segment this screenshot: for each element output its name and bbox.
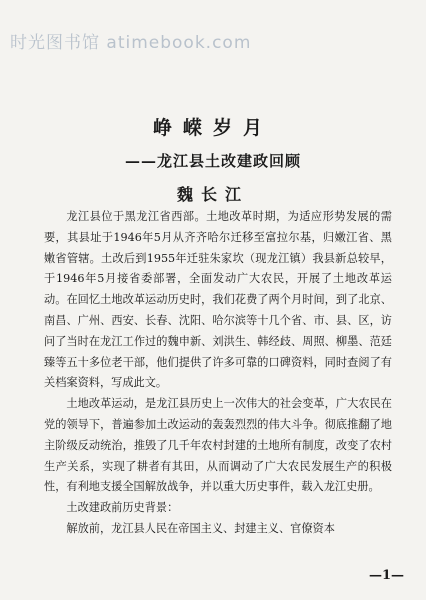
watermark: 时光图书馆 atimebook.com: [10, 33, 252, 53]
paragraph: 土地改革运动，是龙江县历史上一次伟大的社会变革，广大农民在党的领导下，普遍参加土改运动的轰轰烈烈的伟大斗争。彻底推翻了地主阶级反动统治，推毁了几千年农村封建的土地所有制度，改变了农村生产关系，实现了耕者有其田，从而调动了广大农民发展生产的积极性，有利地支援全国解放战争，并以重大历史事件，载入龙江史册。: [44, 397, 392, 494]
author-name: 魏长江: [176, 185, 249, 204]
paragraph: 土改建政前历史背景：: [66, 501, 179, 515]
article-subtitle: ——龙江县土改建政回顾: [124, 152, 301, 170]
body-text: [44, 207, 392, 540]
paragraph: 解放前，龙江县人民在帝国主义、封建主义、官僚资本: [66, 521, 335, 535]
page-number: —1—: [368, 568, 404, 583]
article-title: 峥嵘岁月: [152, 117, 273, 139]
paragraph: 龙江县位于黑龙江省西部。土地改革时期，为适应形势发展的需要，其县址于1946年5月从齐齐哈尔迁移至富拉尔基，归嫩江省、黑嫩省管辖。土改后到1955年迁驻朱家坎（现龙江镇）我县新总较早，于1946年5月接省委部署，全面发动广大农民，开展了土地改革运动。在回忆土地改革运动历史时，我们花费了两个月时间，到了北京、南昌、广州、西安、长春、沈阳、哈尔滨等十几个省、市、县、区，访问了当时在龙江工作过的魏申新、刘洪生、韩经歧、周照、柳墨、范廷臻等五十多位老干部，他们提供了许多可靠的口碑资料，同时查阅了有关档案资料，写成此文。: [44, 210, 392, 390]
